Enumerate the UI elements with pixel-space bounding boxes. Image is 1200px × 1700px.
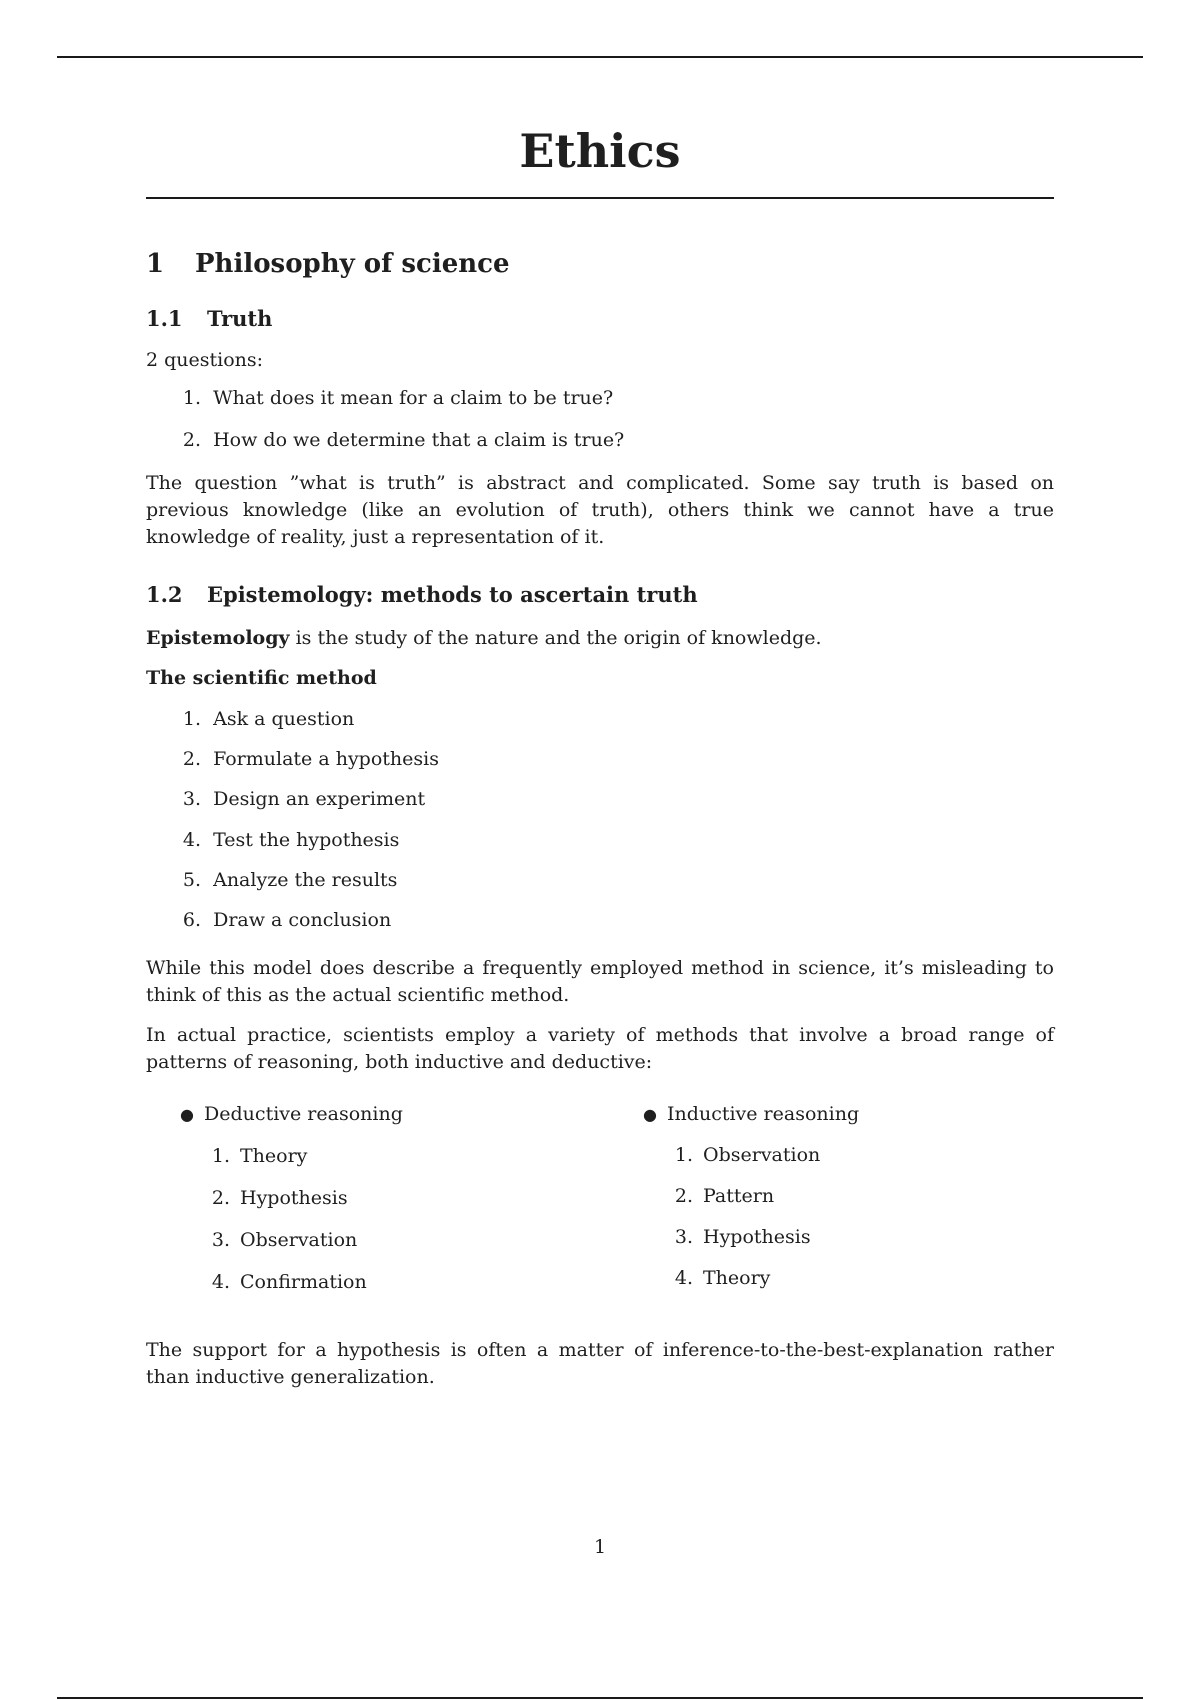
inductive-label: Inductive reasoning	[667, 1103, 860, 1125]
list-item: 1. Theory	[211, 1145, 308, 1167]
list-item: 3. Hypothesis	[674, 1226, 811, 1248]
section-number: 1	[146, 249, 165, 279]
truth-paragraph: The question ”what is truth” is abstract and complicated. Some say truth is based on previous knowledge (like an evolution of truth), others think we cannot have a true knowledge of reality, just a representation of it.	[146, 472, 1054, 548]
page-bottom-rule	[57, 1697, 1143, 1699]
list-item: 3. Design an experiment	[182, 788, 426, 810]
list-item: 1. What does it mean for a claim to be true?	[182, 387, 614, 409]
epistemology-definition	[146, 625, 1054, 652]
list-item: 2. Hypothesis	[211, 1187, 348, 1209]
subsection-number: 1.1	[146, 306, 183, 331]
method-paragraph-1: While this model does describe a frequently employed method in science, it’s misleading to think of this as the actual scientific method.	[146, 957, 1054, 1006]
subsection-title: Truth	[207, 306, 273, 331]
section-1-heading	[146, 250, 510, 279]
inductive-bullet	[639, 1103, 859, 1125]
title-rule	[146, 197, 1054, 199]
section-1-1-heading	[146, 307, 272, 330]
list-item: 6. Draw a conclusion	[182, 909, 392, 931]
deductive-label: Deductive reasoning	[204, 1103, 403, 1125]
list-item: 2. Formulate a hypothesis	[182, 748, 439, 770]
deductive-bullet	[176, 1103, 403, 1125]
section-1-2-heading	[146, 583, 698, 606]
list-item: 4. Theory	[674, 1267, 771, 1289]
list-item: 2. How do we determine that a claim is true?	[182, 429, 625, 451]
page-number: 1	[593, 1536, 607, 1558]
list-item: 4. Test the hypothesis	[182, 829, 400, 851]
bullet-icon: ●	[643, 1105, 657, 1124]
truth-intro: 2 questions:	[146, 349, 264, 371]
document-title: Ethics	[519, 124, 681, 178]
list-item: 1. Observation	[674, 1144, 821, 1166]
list-item: 2. Pattern	[674, 1185, 775, 1207]
list-item: 5. Analyze the results	[182, 869, 398, 891]
definition-term: Epistemology	[146, 627, 290, 649]
bullet-icon: ●	[180, 1105, 194, 1124]
subsection-number: 1.2	[146, 582, 183, 607]
method-paragraph-2: In actual practice, scientists employ a variety of methods that involve a broad range of patterns of reasoning, both inductive and deductive:	[146, 1024, 1054, 1073]
page-top-rule	[57, 56, 1143, 58]
definition-text: is the study of the nature and the origin of knowledge.	[289, 627, 822, 649]
list-item: 3. Observation	[211, 1229, 358, 1251]
hypothesis-support-paragraph: The support for a hypothesis is often a matter of inference-to-the-best-explanation rather than inductive generalization.	[146, 1339, 1054, 1388]
subsection-title: Epistemology: methods to ascertain truth	[207, 582, 698, 607]
list-item: 1. Ask a question	[182, 708, 355, 730]
section-title: Philosophy of science	[195, 249, 510, 279]
list-item: 4. Confirmation	[211, 1271, 367, 1293]
scientific-method-heading: The scientific method	[146, 667, 377, 689]
